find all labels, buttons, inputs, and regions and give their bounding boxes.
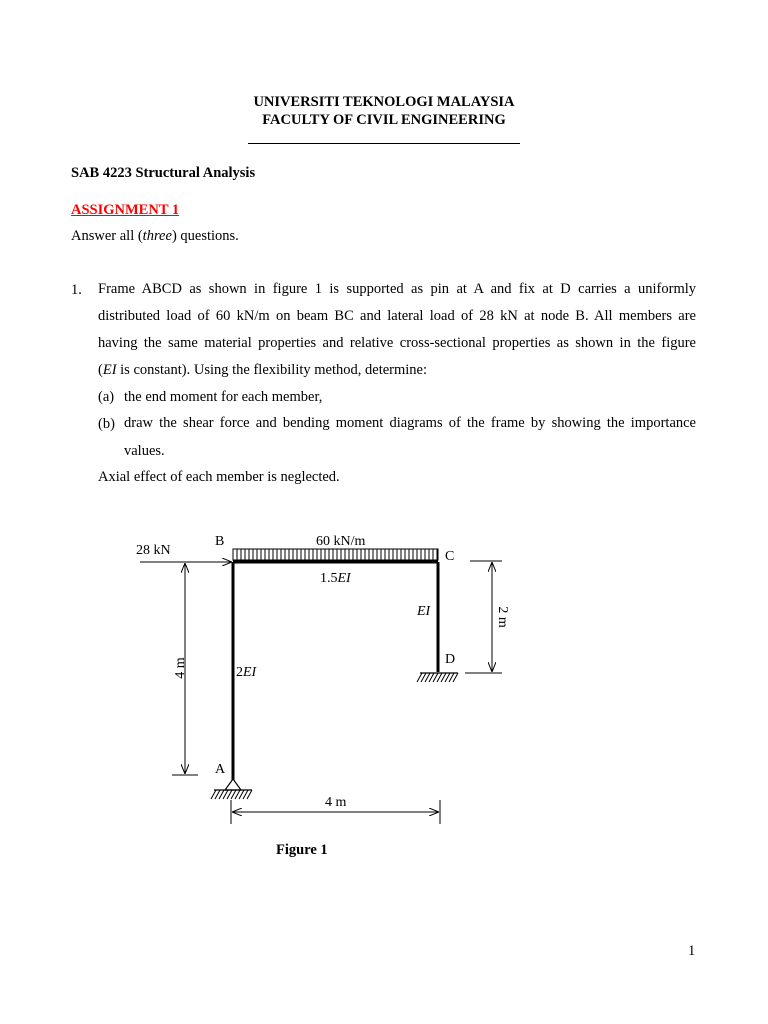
- udl-load: [233, 549, 438, 560]
- part-b-line-2: values.: [124, 443, 165, 459]
- question-line-2: distributed load of 60 kN/m on beam BC and lateral load of 28 kN at node B. All members are: [98, 308, 696, 324]
- question-line-3: having the same material properties and relative cross-sectional properties as shown in the figure: [98, 335, 696, 351]
- part-b-line-1: draw the shear force and bending moment diagrams of the frame by showing the importance: [124, 415, 696, 431]
- axial-note: Axial effect of each member is neglected.: [98, 469, 340, 485]
- part-a-label: (a): [98, 389, 115, 405]
- height-ab-label: 4 m: [173, 657, 188, 679]
- faculty-name: FACULTY OF CIVIL ENGINEERING: [262, 112, 506, 128]
- beam-stiffness-label: 1.5EI: [320, 571, 351, 586]
- node-c-label: C: [445, 549, 455, 564]
- node-a-label: A: [215, 762, 226, 777]
- column-ab-stiffness-label: 2EI: [236, 665, 257, 680]
- column-cd-stiffness-label: EI: [417, 604, 431, 619]
- udl-label: 60 kN/m: [316, 534, 366, 549]
- course-title: SAB 4223 Structural Analysis: [71, 165, 256, 181]
- part-a-text: the end moment for each member,: [124, 389, 323, 405]
- height-cd-label: 2 m: [495, 606, 510, 628]
- question-line-1: Frame ABCD as shown in figure 1 is supported as pin at A and fix at D carries a uniformly: [98, 281, 696, 297]
- node-d-label: D: [445, 652, 456, 667]
- question-line-4: (EI is constant). Using the flexibility method, determine:: [98, 362, 428, 378]
- span-bc-label: 4 m: [325, 795, 347, 810]
- page-number: 1: [688, 943, 696, 959]
- node-b-label: B: [215, 534, 225, 549]
- figure-caption: Figure 1: [276, 842, 328, 858]
- question-number: 1.: [71, 282, 82, 298]
- part-b-label: (b): [98, 416, 115, 432]
- assignment-title: ASSIGNMENT 1: [71, 202, 180, 218]
- lateral-load-label: 28 kN: [136, 543, 171, 558]
- university-name: UNIVERSITI TEKNOLOGI MALAYSIA: [253, 94, 515, 110]
- instruction-text: Answer all (three) questions.: [71, 228, 239, 244]
- fixed-support-icon: [417, 673, 458, 682]
- pin-support-icon: [211, 779, 252, 799]
